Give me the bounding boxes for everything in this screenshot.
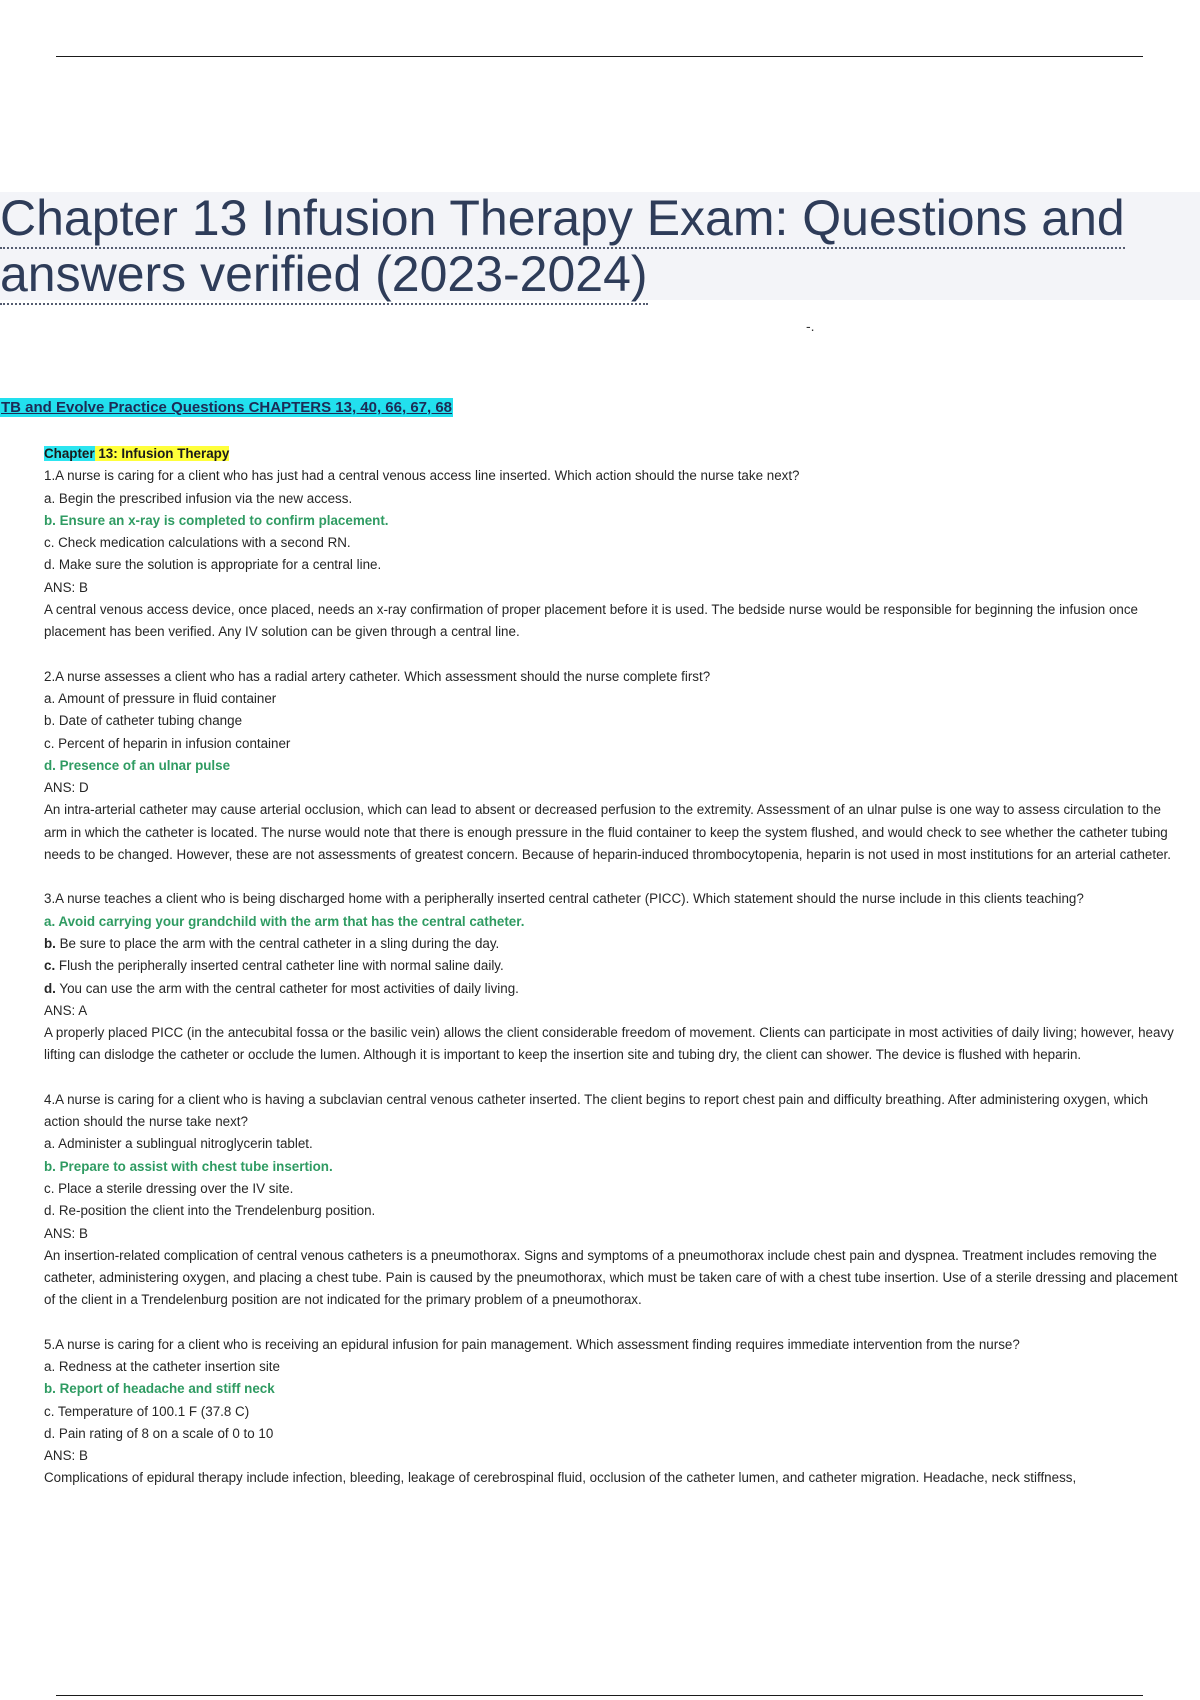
answer-option — [44, 933, 1184, 955]
page-title — [0, 190, 1200, 302]
question-stem: 3.A nurse teaches a client who is being discharged home with a peripherally inserted central catheter (PICC). Which statement should the nurse include in this clients teaching? — [44, 891, 1084, 907]
spacer — [44, 1312, 1184, 1334]
correct-answer-option: a. Avoid carrying your grandchild with the arm that has the central catheter. — [44, 913, 525, 929]
question-stem: 5.A nurse is caring for a client who is receiving an epidural infusion for pain management. Which assessment finding requires immediate intervention from the nurse? — [44, 1336, 1020, 1352]
correct-answer-option: b. Report of headache and stiff neck — [44, 1381, 275, 1397]
section-heading: TB and Evolve Practice Questions CHAPTERS 13, 40, 66, 67, 68 — [1, 399, 453, 416]
answer-option — [44, 978, 1184, 1000]
rationale: A properly placed PICC (in the antecubital fossa or the basilic vein) allows the client considerable freedom of movement. Clients can participate in most activities of daily living; however, heavy lifting can dislodge the catheter or occlude the lumen. Although it is important to keep the insertion site and tubing dry, the client can shower. The device is flushed with heparin. — [44, 1025, 1174, 1063]
answer-key: ANS: B — [44, 1225, 88, 1241]
question-stem: 4.A nurse is caring for a client who is having a subclavian central venous catheter inserted. The client begins to report chest pain and difficulty breathing. After administering oxygen, which action should the nurse take next? — [44, 1091, 1149, 1130]
answer-option: d. Make sure the solution is appropriate for a central line. — [44, 557, 382, 573]
spacer — [44, 1067, 1184, 1089]
rationale: An insertion-related complication of central venous catheters is a pneumothorax. Signs and symptoms of a pneumothorax include chest pain and dyspnea. Treatment includes removing the catheter, administering oxygen, and placing a chest tube. Pain is caused by the pneumothorax, which must be taken care of with a chest tube insertion. Use of a sterile dressing and placement of the client in a Trendelenburg position are not indicated for the primary problem of a pneumothorax. — [44, 1247, 1178, 1308]
answer-option: a. Begin the prescribed infusion via the new access. — [44, 490, 353, 506]
option-letter: c. — [44, 958, 56, 974]
title-line-2: answers verified (2023-2024) — [0, 246, 648, 305]
spacer — [44, 644, 1184, 666]
answer-option: d. Re-position the client into the Trendelenburg position. — [44, 1203, 376, 1219]
answer-key: ANS: D — [44, 780, 89, 796]
answer-key: ANS: B — [44, 1448, 88, 1464]
option-text: Flush the peripherally inserted central catheter line with normal saline daily. — [55, 958, 504, 974]
correct-answer-option: b. Prepare to assist with chest tube insertion. — [44, 1158, 333, 1174]
answer-option: c. Temperature of 100.1 F (37.8 C) — [44, 1403, 250, 1419]
answer-key: ANS: A — [44, 1002, 88, 1018]
chapter-title: 13: Infusion Therapy — [94, 446, 230, 461]
answer-key: ANS: B — [44, 579, 88, 595]
option-letter: b. — [44, 935, 56, 951]
chapter-heading — [44, 443, 1184, 465]
top-rule — [56, 56, 1143, 57]
bottom-rule — [56, 1695, 1143, 1696]
answer-option: d. Pain rating of 8 on a scale of 0 to 10 — [44, 1425, 274, 1441]
answer-option: a. Redness at the catheter insertion site — [44, 1358, 280, 1374]
stray-mark: -. — [806, 318, 815, 334]
question-stem: 2.A nurse assesses a client who has a radial artery catheter. Which assessment should the nurse complete first? — [44, 668, 711, 684]
option-letter: d. — [44, 980, 56, 996]
option-text: Be sure to place the arm with the central catheter in a sling during the day. — [55, 935, 500, 951]
spacer — [44, 866, 1184, 888]
rationale: Complications of epidural therapy include infection, bleeding, leakage of cerebrospinal fluid, occlusion of the catheter lumen, and catheter migration. Headache, neck stiffness, — [44, 1470, 1077, 1486]
answer-option: b. Date of catheter tubing change — [44, 713, 243, 729]
answer-option: c. Check medication calculations with a second RN. — [44, 535, 351, 551]
answer-option: a. Amount of pressure in fluid container — [44, 690, 277, 706]
questions-content — [44, 443, 1184, 1490]
answer-option: a. Administer a sublingual nitroglycerin tablet. — [44, 1136, 313, 1152]
correct-answer-option: b. Ensure an x-ray is completed to confirm placement. — [44, 512, 389, 528]
answer-option: c. Percent of heparin in infusion container — [44, 735, 291, 751]
rationale: A central venous access device, once placed, needs an x-ray confirmation of proper placement before it is used. The bedside nurse would be responsible for beginning the infusion once placement has been verified. Any IV solution can be given through a central line. — [44, 602, 1138, 640]
option-text: You can use the arm with the central catheter for most activities of daily living. — [55, 980, 519, 996]
chapter-word: Chapter — [44, 446, 95, 461]
answer-option: c. Place a sterile dressing over the IV site. — [44, 1180, 294, 1196]
correct-answer-option: d. Presence of an ulnar pulse — [44, 757, 231, 773]
question-stem: 1.A nurse is caring for a client who has just had a central venous access line inserted. Which action should the nurse take next? — [44, 468, 800, 484]
rationale: An intra-arterial catheter may cause arterial occlusion, which can lead to absent or decreased perfusion to the extremity. Assessment of an ulnar pulse is one way to assess circulation to the arm in which the catheter is located. The nurse would note that there is enough pressure in the fluid container to keep the system flushed, and would check to see whether the catheter tubing needs to be changed. However, these are not assessments of greatest concern. Because of heparin-induced thrombocytopenia, heparin is not used in most institutions for an arterial catheter. — [44, 802, 1171, 863]
title-line-1: Chapter 13 Infusion Therapy Exam: Questions and — [0, 190, 1125, 249]
answer-option — [44, 955, 1184, 977]
